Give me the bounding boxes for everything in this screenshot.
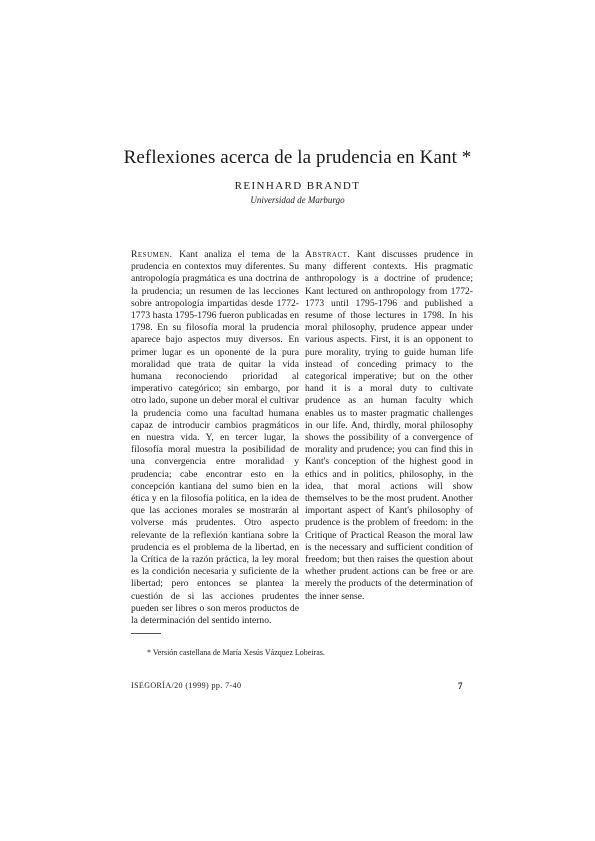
abstract-spanish (131, 249, 299, 627)
journal-reference: ISEGORÍA/20 (1999) pp. 7-40 (131, 681, 242, 690)
footnote-divider (131, 633, 161, 634)
abstract-english-label: Abstract. (305, 249, 351, 260)
author-name: REINHARD BRANDT (234, 180, 361, 192)
abstract-spanish-label: Resumen. (131, 249, 173, 260)
abstract-english (305, 249, 473, 603)
footnote: * Versión castellana de María Xesús Vázquez Lobeiras. (147, 648, 325, 657)
author-affiliation: Universidad de Marburgo (250, 195, 345, 205)
page-number: 7 (458, 681, 463, 691)
abstract-english-text: Kant discusses prudence in many different contexts. His pragmatic anthropology is a doctrine of prudence; Kant lectured on anthropology from 1772-1773 until 1795-1796 and published a resume of those lectures in 1798. In his moral philosophy, prudence appear under various aspects. First, it is an opponent to pure morality, trying to guide human life instead of conceding primacy to the categorical imperative; but on the other hand it is a moral duty to cultivate prudence as an human faculty which enables us to master pragmatic challenges in our life. And, thirdly, moral philosophy shows the possibility of a convergence of morality and prudence; you can find this in Kant's conception of the highest good in ethics and in politics, philosophy, in the idea, that moral actions will show themselves to be the most prudent. Another important aspect of Kant's philosophy of prudence is the problem of freedom: in the Critique of Practical Reason the moral law is the necessary and sufficient condition of freedom; but then raises the question about whether prudent actions can be free or are merely the products of the determination of the inner sense. (305, 249, 473, 602)
abstract-spanish-text: Kant analiza el tema de la prudencia en contextos muy diferentes. Su antropología pragmática es una doctrina de la prudencia; un resumen de las lecciones sobre antropología impartidas desde 1772-1773 hasta 1795-1796 fueron publicadas en 1798. En su filosofía moral la prudencia aparece bajo aspectos muy diversos. En primer lugar es un oponente de la pura moralidad que trata de quitar la vida humana reconociendo prioridad al imperativo categórico; sin embargo, por otro lado, supone un deber moral el cultivar la prudencia como una facultad humana capaz de introducir cambios pragmáticos en nuestra vida. Y, en tercer lugar, la filosofía moral muestra la posibilidad de una convergencia entre moralidad y prudencia; cabe encontrar esto en la concepción kantiana del sumo bien en la ética y en la filosofía política, en la idea de que las acciones morales se mostrarán al volverse más prudentes. Otro aspecto relevante de la reflexión kantiana sobre la prudencia es el problema de la libertad, en la Crítica de la razón práctica, la ley moral es la condición necesaria y suficiente de la libertad; pero entonces se plantea la cuestión de si las acciones prudentes pueden ser libres o son meros productos de la determinación del sentido interno. (131, 249, 299, 627)
article-title: Reflexiones acerca de la prudencia en Kant * (123, 147, 472, 168)
